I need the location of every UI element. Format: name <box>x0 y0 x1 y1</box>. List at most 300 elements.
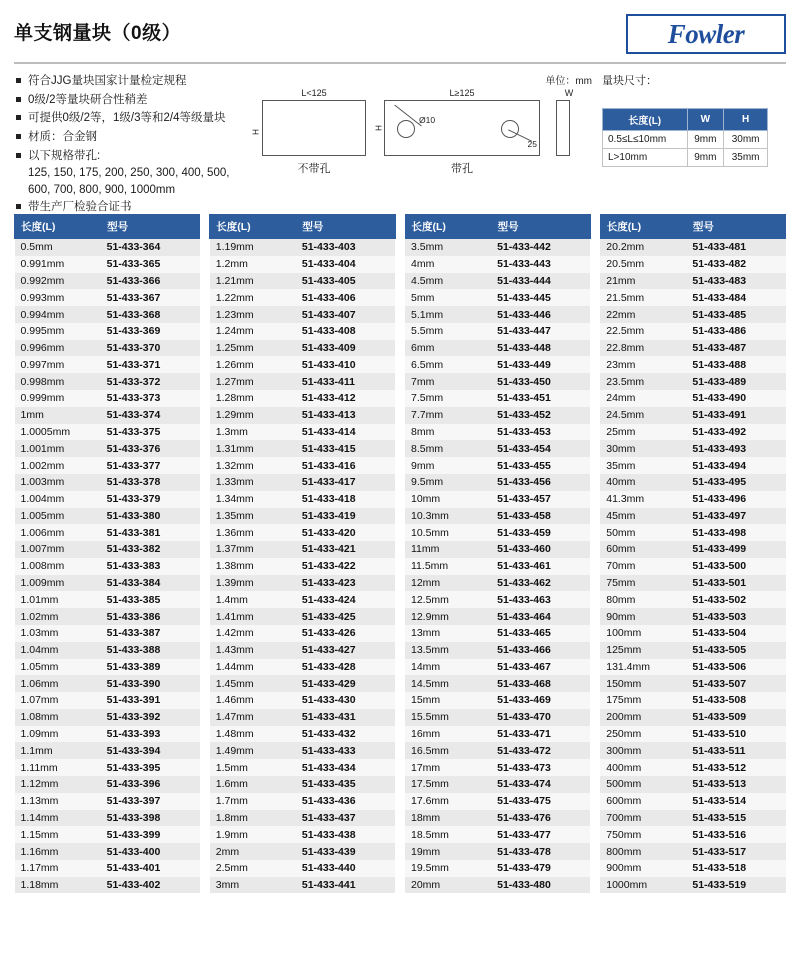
table-row <box>210 306 395 323</box>
table-row <box>600 373 785 390</box>
cell-length: 1000mm <box>600 877 686 894</box>
cell-length: 14.5mm <box>405 675 491 692</box>
table-row <box>405 239 590 256</box>
dimension-cell-length: 0.5≤L≤10mm <box>603 131 688 149</box>
cell-length: 15.5mm <box>405 709 491 726</box>
table-row <box>600 407 785 424</box>
cell-length: 1.14mm <box>15 810 101 827</box>
cell-length: 1.3mm <box>210 424 296 441</box>
cell-length: 1.15mm <box>15 826 101 843</box>
cell-length: 1.02mm <box>15 608 101 625</box>
cell-length: 17.5mm <box>405 776 491 793</box>
cell-length: 22.5mm <box>600 323 686 340</box>
cell-length: 1.5mm <box>210 759 296 776</box>
cell-length: 8mm <box>405 424 491 441</box>
dimension-table-title: 量块尺寸： <box>602 75 657 87</box>
cell-model: 51-433-491 <box>686 407 785 424</box>
cell-length: 1.003mm <box>15 474 101 491</box>
cell-model: 51-433-434 <box>296 759 395 776</box>
cell-length: 17mm <box>405 759 491 776</box>
cell-length: 5mm <box>405 289 491 306</box>
cell-model: 51-433-383 <box>101 558 200 575</box>
cell-model: 51-433-457 <box>491 491 590 508</box>
cell-model: 51-433-365 <box>101 256 200 273</box>
table-row <box>15 709 200 726</box>
table-row <box>405 642 590 659</box>
cell-length: 1.21mm <box>210 273 296 290</box>
cell-model: 51-433-381 <box>101 524 200 541</box>
table-row <box>405 373 590 390</box>
cell-model: 51-433-458 <box>491 508 590 525</box>
table-row <box>405 424 590 441</box>
table-row <box>210 541 395 558</box>
cell-length: 1.7mm <box>210 793 296 810</box>
cell-model: 51-433-499 <box>686 541 785 558</box>
cell-model: 51-433-448 <box>491 340 590 357</box>
table-row <box>600 776 785 793</box>
hole-icon <box>397 120 415 138</box>
cell-length: 1.6mm <box>210 776 296 793</box>
cell-length: 23.5mm <box>600 373 686 390</box>
cell-model: 51-433-391 <box>101 692 200 709</box>
cell-model: 51-433-442 <box>491 239 590 256</box>
cell-model: 51-433-502 <box>686 591 785 608</box>
cell-length: 16.5mm <box>405 742 491 759</box>
table-row <box>405 356 590 373</box>
cell-length: 1.1mm <box>15 742 101 759</box>
table-row <box>210 776 395 793</box>
table-row <box>405 474 590 491</box>
table-row <box>210 810 395 827</box>
certificate-note: 带生产厂检验合证书 <box>16 198 252 217</box>
cell-model: 51-433-429 <box>296 675 395 692</box>
cell-length: 1.08mm <box>15 709 101 726</box>
table-row <box>210 759 395 776</box>
table-row <box>15 508 200 525</box>
cell-model: 51-433-438 <box>296 826 395 843</box>
cell-model: 51-433-422 <box>296 558 395 575</box>
cell-model: 51-433-375 <box>101 424 200 441</box>
table-row <box>600 659 785 676</box>
cell-length: 5.1mm <box>405 306 491 323</box>
cell-model: 51-433-460 <box>491 541 590 558</box>
cell-model: 51-433-432 <box>296 726 395 743</box>
cell-model: 51-433-451 <box>491 390 590 407</box>
cell-length: 1.03mm <box>15 625 101 642</box>
cell-length: 1.007mm <box>15 541 101 558</box>
table-row <box>15 608 200 625</box>
hole-icon <box>501 120 519 138</box>
table-row <box>210 877 395 894</box>
cell-length: 25mm <box>600 424 686 441</box>
cell-model: 51-433-436 <box>296 793 395 810</box>
cell-model: 51-433-477 <box>491 826 590 843</box>
cell-model: 51-433-384 <box>101 575 200 592</box>
table-row <box>15 424 200 441</box>
cell-model: 51-433-405 <box>296 273 395 290</box>
table-row <box>15 474 200 491</box>
cell-model: 51-433-380 <box>101 508 200 525</box>
cell-model: 51-433-489 <box>686 373 785 390</box>
table-row <box>405 877 590 894</box>
dimension-cell-width: 9mm <box>687 131 724 149</box>
cell-model: 51-433-406 <box>296 289 395 306</box>
cell-model: 51-433-495 <box>686 474 785 491</box>
cell-length: 1.25mm <box>210 340 296 357</box>
table-row <box>405 256 590 273</box>
cell-model: 51-433-483 <box>686 273 785 290</box>
column-header-model: 型号 <box>491 215 590 239</box>
cell-length: 1.009mm <box>15 575 101 592</box>
table-row <box>600 256 785 273</box>
table-row <box>405 440 590 457</box>
cell-model: 51-433-474 <box>491 776 590 793</box>
cell-length: 2mm <box>210 843 296 860</box>
cell-length: 1.41mm <box>210 608 296 625</box>
table-row <box>600 440 785 457</box>
cell-length: 1.48mm <box>210 726 296 743</box>
cell-length: 2.5mm <box>210 860 296 877</box>
table-row <box>210 608 395 625</box>
cell-model: 51-433-412 <box>296 390 395 407</box>
cell-length: 100mm <box>600 625 686 642</box>
cell-model: 51-433-395 <box>101 759 200 776</box>
cell-length: 1.05mm <box>15 659 101 676</box>
cell-model: 51-433-421 <box>296 541 395 558</box>
cell-length: 131.4mm <box>600 659 686 676</box>
cell-model: 51-433-369 <box>101 323 200 340</box>
cell-length: 75mm <box>600 575 686 592</box>
cell-model: 51-433-467 <box>491 659 590 676</box>
table-row <box>210 726 395 743</box>
cell-model: 51-433-517 <box>686 843 785 860</box>
table-row <box>600 877 785 894</box>
table-row <box>210 524 395 541</box>
cell-model: 51-433-452 <box>491 407 590 424</box>
cell-length: 0.996mm <box>15 340 101 357</box>
cell-model: 51-433-504 <box>686 625 785 642</box>
table-row <box>210 591 395 608</box>
cell-model: 51-433-490 <box>686 390 785 407</box>
cell-model: 51-433-367 <box>101 289 200 306</box>
cell-model: 51-433-472 <box>491 742 590 759</box>
table-row <box>600 541 785 558</box>
cell-model: 51-433-480 <box>491 877 590 894</box>
dimension-header-width: W <box>687 109 724 131</box>
cell-model: 51-433-408 <box>296 323 395 340</box>
cell-model: 51-433-445 <box>491 289 590 306</box>
cell-model: 51-433-479 <box>491 860 590 877</box>
cell-model: 51-433-376 <box>101 440 200 457</box>
table-row <box>210 625 395 642</box>
cell-model: 51-433-498 <box>686 524 785 541</box>
table-row <box>600 508 785 525</box>
hole-distance-label: 25 <box>527 139 537 149</box>
brand-logo-text: Fowler <box>667 18 745 49</box>
table-row <box>600 524 785 541</box>
table-row <box>210 558 395 575</box>
cell-length: 250mm <box>600 726 686 743</box>
table-row <box>15 390 200 407</box>
table-row <box>210 390 395 407</box>
cell-length: 1.13mm <box>15 793 101 810</box>
table-row <box>210 642 395 659</box>
cell-length: 17.6mm <box>405 793 491 810</box>
cell-length: 1.17mm <box>15 860 101 877</box>
cell-model: 51-433-506 <box>686 659 785 676</box>
dimension-cell-height: 35mm <box>724 149 768 167</box>
cell-length: 1.09mm <box>15 726 101 743</box>
cell-model: 51-433-407 <box>296 306 395 323</box>
dimension-cell-width: 9mm <box>687 149 724 167</box>
table-row <box>210 407 395 424</box>
figure-side-view <box>552 88 586 156</box>
cell-length: 200mm <box>600 709 686 726</box>
cell-model: 51-433-425 <box>296 608 395 625</box>
table-row <box>405 273 590 290</box>
cell-length: 800mm <box>600 843 686 860</box>
cell-length: 24.5mm <box>600 407 686 424</box>
cell-length: 23mm <box>600 356 686 373</box>
cell-length: 500mm <box>600 776 686 793</box>
cell-model: 51-433-373 <box>101 390 200 407</box>
cell-model: 51-433-404 <box>296 256 395 273</box>
table-row <box>210 373 395 390</box>
cell-length: 1.24mm <box>210 323 296 340</box>
table-row <box>600 860 785 877</box>
cell-model: 51-433-466 <box>491 642 590 659</box>
cell-model: 51-433-511 <box>686 742 785 759</box>
cell-model: 51-433-377 <box>101 457 200 474</box>
cell-length: 1.36mm <box>210 524 296 541</box>
dimension-table-header-row <box>603 109 768 131</box>
table-row <box>600 273 785 290</box>
cell-length: 1.0005mm <box>15 424 101 441</box>
catalog-table-header-row <box>600 215 785 239</box>
cell-length: 22.8mm <box>600 340 686 357</box>
cell-model: 51-433-392 <box>101 709 200 726</box>
table-row <box>15 373 200 390</box>
table-row <box>600 340 785 357</box>
cell-model: 51-433-505 <box>686 642 785 659</box>
table-row <box>405 692 590 709</box>
cell-model: 51-433-427 <box>296 642 395 659</box>
cell-length: 1.32mm <box>210 457 296 474</box>
table-row <box>600 726 785 743</box>
table-row <box>15 776 200 793</box>
cell-model: 51-433-403 <box>296 239 395 256</box>
cell-model: 51-433-426 <box>296 625 395 642</box>
cell-model: 51-433-430 <box>296 692 395 709</box>
cell-model: 51-433-372 <box>101 373 200 390</box>
cell-model: 51-433-368 <box>101 306 200 323</box>
column-header-model: 型号 <box>686 215 785 239</box>
cell-length: 1.06mm <box>15 675 101 692</box>
table-row <box>15 860 200 877</box>
table-row <box>15 642 200 659</box>
dimension-table-row <box>603 149 768 167</box>
cell-model: 51-433-461 <box>491 558 590 575</box>
cell-length: 0.997mm <box>15 356 101 373</box>
cell-length: 1.11mm <box>15 759 101 776</box>
cell-length: 12.9mm <box>405 608 491 625</box>
cell-length: 1.27mm <box>210 373 296 390</box>
cell-model: 51-433-488 <box>686 356 785 373</box>
cell-length: 20.5mm <box>600 256 686 273</box>
table-row <box>210 239 395 256</box>
cell-model: 51-433-386 <box>101 608 200 625</box>
cell-model: 51-433-512 <box>686 759 785 776</box>
cell-length: 1.006mm <box>15 524 101 541</box>
cell-length: 19.5mm <box>405 860 491 877</box>
table-row <box>405 759 590 776</box>
cell-model: 51-433-463 <box>491 591 590 608</box>
cell-length: 1.46mm <box>210 692 296 709</box>
cell-length: 1.19mm <box>210 239 296 256</box>
cell-model: 51-433-385 <box>101 591 200 608</box>
cell-model: 51-433-414 <box>296 424 395 441</box>
cell-model: 51-433-444 <box>491 273 590 290</box>
cell-model: 51-433-371 <box>101 356 200 373</box>
table-row <box>600 491 785 508</box>
table-row <box>15 742 200 759</box>
cell-model: 51-433-482 <box>686 256 785 273</box>
cell-model: 51-433-459 <box>491 524 590 541</box>
cell-model: 51-433-481 <box>686 239 785 256</box>
table-row <box>15 407 200 424</box>
cell-length: 0.992mm <box>15 273 101 290</box>
cell-model: 51-433-519 <box>686 877 785 894</box>
table-row <box>210 273 395 290</box>
dimension-cell-height: 30mm <box>724 131 768 149</box>
table-row <box>210 440 395 457</box>
cell-model: 51-433-409 <box>296 340 395 357</box>
table-row <box>15 843 200 860</box>
cell-length: 400mm <box>600 759 686 776</box>
cell-length: 24mm <box>600 390 686 407</box>
table-row <box>600 810 785 827</box>
cell-length: 900mm <box>600 860 686 877</box>
cell-model: 51-433-454 <box>491 440 590 457</box>
cell-model: 51-433-469 <box>491 692 590 709</box>
table-row <box>15 726 200 743</box>
cell-length: 1.31mm <box>210 440 296 457</box>
table-row <box>600 239 785 256</box>
column-header-length: 长度(L) <box>405 215 491 239</box>
dimension-table-wrap <box>602 72 768 167</box>
cell-length: 125mm <box>600 642 686 659</box>
cell-length: 750mm <box>600 826 686 843</box>
cell-length: 1.43mm <box>210 642 296 659</box>
table-row <box>600 826 785 843</box>
table-row <box>15 356 200 373</box>
table-row <box>600 642 785 659</box>
cell-model: 51-433-431 <box>296 709 395 726</box>
cell-length: 14mm <box>405 659 491 676</box>
cell-model: 51-433-518 <box>686 860 785 877</box>
cell-length: 80mm <box>600 591 686 608</box>
table-row <box>210 692 395 709</box>
cell-model: 51-433-415 <box>296 440 395 457</box>
cell-model: 51-433-374 <box>101 407 200 424</box>
table-row <box>15 591 200 608</box>
table-row <box>405 289 590 306</box>
table-row <box>405 323 590 340</box>
cell-length: 50mm <box>600 524 686 541</box>
page-title: 单支钢量块（0级） <box>14 23 182 44</box>
table-row <box>600 289 785 306</box>
cell-length: 1.38mm <box>210 558 296 575</box>
figure-side-width-label: W <box>564 88 574 98</box>
cell-model: 51-433-465 <box>491 625 590 642</box>
cell-model: 51-433-387 <box>101 625 200 642</box>
height-label: H <box>374 125 384 131</box>
table-row <box>405 860 590 877</box>
table-row <box>210 340 395 357</box>
sizes-note: 125, 150, 175, 200, 250, 300, 400, 500, 600, 700, 800, 900, 1000mm <box>28 167 230 196</box>
cell-length: 70mm <box>600 558 686 575</box>
table-row <box>15 306 200 323</box>
cell-length: 0.994mm <box>15 306 101 323</box>
cell-model: 51-433-462 <box>491 575 590 592</box>
cell-model: 51-433-428 <box>296 659 395 676</box>
table-row <box>210 843 395 860</box>
table-row <box>210 323 395 340</box>
column-header-model: 型号 <box>101 215 200 239</box>
table-row <box>600 558 785 575</box>
cell-length: 1.04mm <box>15 642 101 659</box>
table-row <box>15 256 200 273</box>
cell-length: 9.5mm <box>405 474 491 491</box>
feature-item: 材质：合金钢 <box>16 128 252 147</box>
dimension-table <box>602 108 768 167</box>
dimension-table-row <box>603 131 768 149</box>
cell-length: 18.5mm <box>405 826 491 843</box>
cell-model: 51-433-515 <box>686 810 785 827</box>
cell-length: 4mm <box>405 256 491 273</box>
table-row <box>405 675 590 692</box>
table-row <box>600 692 785 709</box>
column-header-length: 长度(L) <box>15 215 101 239</box>
cell-length: 175mm <box>600 692 686 709</box>
table-row <box>405 843 590 860</box>
feature-list <box>14 72 252 217</box>
table-row <box>600 323 785 340</box>
cell-length: 1.07mm <box>15 692 101 709</box>
catalog-table-header-row <box>405 215 590 239</box>
cell-model: 51-433-417 <box>296 474 395 491</box>
cell-length: 7mm <box>405 373 491 390</box>
table-row <box>405 810 590 827</box>
cell-model: 51-433-449 <box>491 356 590 373</box>
cell-length: 1.42mm <box>210 625 296 642</box>
cell-model: 51-433-379 <box>101 491 200 508</box>
cell-model: 51-433-440 <box>296 860 395 877</box>
cell-model: 51-433-510 <box>686 726 785 743</box>
cell-length: 11mm <box>405 541 491 558</box>
cell-length: 0.998mm <box>15 373 101 390</box>
table-row <box>15 793 200 810</box>
catalog-tables <box>14 214 786 893</box>
table-row <box>15 575 200 592</box>
table-row <box>15 541 200 558</box>
figure-side-shape <box>556 100 570 156</box>
cell-model: 51-433-494 <box>686 457 785 474</box>
brand-logo <box>626 14 786 54</box>
cell-model: 51-433-516 <box>686 826 785 843</box>
cell-length: 4.5mm <box>405 273 491 290</box>
cell-length: 19mm <box>405 843 491 860</box>
